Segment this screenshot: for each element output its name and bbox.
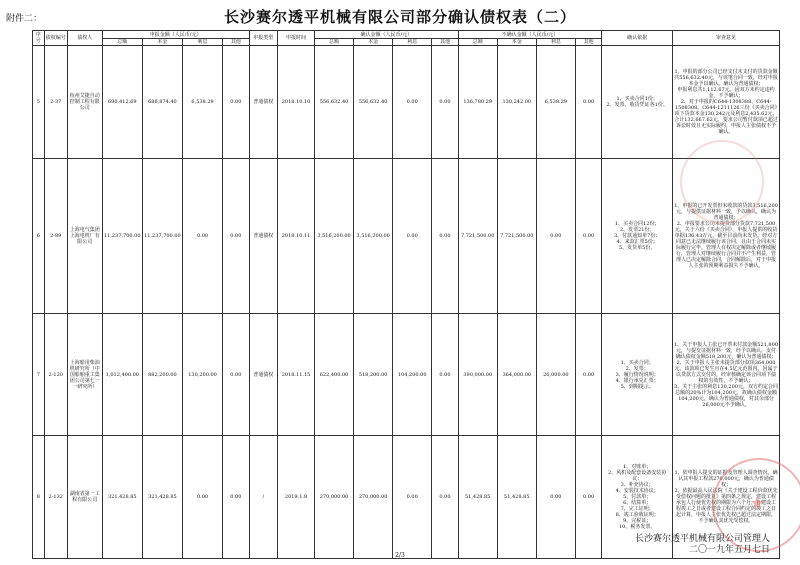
- header-confirmed-other: 其他: [432, 39, 458, 46]
- claims-table-body: [33, 46, 780, 559]
- cell-evidence: [602, 159, 673, 314]
- cell-declare-time: 2018.11.15: [278, 314, 315, 436]
- cell-seq: 6: [33, 159, 45, 314]
- cell-confirmed-other: 0.00: [432, 436, 458, 559]
- header-declare-time: 申报时间: [278, 31, 315, 46]
- cell-unconfirmed-total: 390,000.00: [458, 314, 497, 436]
- page-number: 2/3: [395, 552, 405, 559]
- cell-unconfirmed-principal: 7,721,500.00: [497, 159, 536, 314]
- cell-claim-no: 2-89: [44, 159, 67, 314]
- cell-confirmed-other: 0.00: [432, 46, 458, 159]
- evidence-item: 3、补充协议；: [620, 482, 654, 488]
- header-claim-no: 债权编号: [44, 31, 67, 46]
- cell-confirmed-other: 0.00: [432, 314, 458, 436]
- evidence-item: 3、付款通知单7份；: [614, 233, 661, 239]
- cell-unconfirmed-principal: 364,000.00: [497, 314, 536, 436]
- evidence-item: 2、发票、收货凭证各1份。: [606, 102, 668, 108]
- cell-unconfirmed-other: 0.00: [575, 436, 601, 559]
- evidence-item: 1、买卖合同1份；: [616, 96, 658, 102]
- header-claim-type: 申报类型: [249, 31, 278, 46]
- header-confirmed-interest: 利息: [393, 39, 432, 46]
- evidence-item: 1、买卖合同12份；: [614, 221, 660, 227]
- header-confirmed-group: 确认金额（人民币/元）: [315, 31, 459, 39]
- cell-unconfirmed-total: 136,780.29: [458, 46, 497, 159]
- opinion-paragraph: 申报利息共1,112.67元。因双方未约定违约金，不予确认；: [677, 87, 775, 99]
- opinion-paragraph: 1、申报的已开发票但未收款的货款3,516,200元，与提供证据材料一致，予以确认，确认为普通债权；: [674, 203, 778, 221]
- evidence-item: 4、来款汇票5份；: [616, 239, 658, 245]
- header-declared-group: 申报金额（人民币/元）: [102, 31, 249, 39]
- cell-unconfirmed-total: 7,721,500.00: [458, 159, 497, 314]
- header-unconfirmed-principal: 本金: [497, 39, 536, 46]
- header-unconfirmed-group: 不确认金额（人民币/元）: [458, 31, 602, 39]
- cell-unconfirmed-other: 0.00: [575, 46, 601, 159]
- cell-confirmed-interest: 0.00: [393, 46, 432, 159]
- evidence-item: 9、完税证；: [623, 518, 652, 524]
- cell-unconfirmed-total: 51,428.85: [458, 436, 497, 559]
- evidence-item: 2、发票；: [625, 365, 649, 372]
- cell-review-opinion: [673, 314, 780, 436]
- cell-claim-type: 普通债权: [249, 46, 278, 159]
- claims-table: [32, 30, 780, 559]
- header-evidence: 确认依据: [602, 31, 673, 46]
- cell-declared-principal: 882,200.00: [142, 314, 182, 436]
- cell-confirmed-interest: 0.00: [393, 436, 432, 559]
- cell-confirmed-principal: 518,200.00: [354, 314, 393, 436]
- cell-evidence: [602, 314, 673, 436]
- cell-unconfirmed-principal: 51,428.85: [497, 436, 536, 559]
- opinion-paragraph: 1、申报的部分公司已经支付未支付的货款金额共556,632.40元，与该笔合同一致，经对申报本金予以确认。确认为普通债权；: [674, 69, 778, 87]
- evidence-item: 4、安装技术协议；: [615, 488, 659, 494]
- cell-claim-type: /: [249, 436, 278, 559]
- table-row: [33, 314, 780, 436]
- cell-declared-interest: 0.00: [182, 159, 222, 314]
- cell-claim-no: 2-132: [44, 436, 67, 559]
- evidence-item: 2、风机及配套设备安装协议；: [608, 470, 667, 482]
- opinion-paragraph: 2、关于申报人主张未提货部分款项364,000元，该款项已发生且在4.5亿元范围内，因属于以贷款方式交付的，经审核确定该合同项下债权的有效性，不予确认；: [674, 359, 778, 384]
- evidence-item: 1、买卖合同；: [620, 359, 654, 366]
- page-title: 长沙赛尔透平机械有限公司部分确认债权表（二）: [223, 8, 576, 26]
- cell-declared-interest: 6,538.29: [182, 46, 222, 159]
- signer-name: 长沙赛尔透平机械有限公司管理人: [634, 534, 770, 544]
- evidence-item: 7、完工证明；: [620, 506, 654, 512]
- evidence-item: 8、竣工验收证明；: [615, 512, 659, 518]
- cell-confirmed-principal: 3,516,200.00: [354, 159, 393, 314]
- table-row: [33, 159, 780, 314]
- cell-unconfirmed-interest: 0.00: [536, 436, 575, 559]
- cell-confirmed-principal: 556,632.40: [354, 46, 393, 159]
- cell-declared-total: 11,237,700.00: [102, 159, 142, 314]
- opinion-paragraph: 1、依申报人提交的证据及管理人调查情况，确认其申报工程款270,000元，确认为普通债权；: [674, 470, 778, 488]
- cell-declare-time: 2018.10.10: [278, 46, 315, 159]
- cell-declared-other: 0.00: [223, 314, 249, 436]
- cell-confirmed-interest: 104,200.00: [393, 314, 432, 436]
- header-unconfirmed-other: 其他: [575, 39, 601, 46]
- evidence-item: 1、对账单；: [623, 464, 652, 470]
- header-unconfirmed-total: 总额: [458, 39, 497, 46]
- cell-declared-interest: 130,200.00: [182, 314, 222, 436]
- cell-claim-no: 2-120: [44, 314, 67, 436]
- evidence-item: 10、税务发票。: [619, 524, 656, 530]
- cell-claim-no: 2-37: [44, 46, 67, 159]
- cell-unconfirmed-interest: 26,000.00: [536, 314, 575, 436]
- header-row-1: [33, 31, 780, 39]
- cell-declared-interest: 0.00: [182, 436, 222, 559]
- cell-evidence: [602, 46, 673, 159]
- cell-declared-other: 0.00: [223, 46, 249, 159]
- cell-declared-total: 1,012,400.00: [102, 314, 142, 436]
- header-confirmed-principal: 本金: [354, 39, 393, 46]
- opinion-paragraph: 2、依据最高人民法院《关于建设工程价款优先受偿权问题的批复》第四条之规定，建设工程承包人行使优先权的期限为六个月，自建设工程竣工之日或者建设工程合同约定的竣工之日起计算，申报人主张优先权已超过法定期限，不予确认其优先受偿权。: [674, 488, 778, 524]
- cell-confirmed-other: 0.00: [432, 159, 458, 314]
- evidence-item: 5、付款单；: [623, 494, 652, 500]
- cell-seq: 8: [33, 436, 45, 559]
- header-review-opinion: 审查意见: [673, 31, 780, 46]
- cell-claim-type: 普通债权: [249, 159, 278, 314]
- cell-claim-type: 普通债权: [249, 314, 278, 436]
- cell-declared-principal: 11,237,700.00: [142, 159, 182, 314]
- cell-declare-time: 2018.10.11: [278, 159, 315, 314]
- cell-declared-other: 0.00: [223, 159, 249, 314]
- cell-creditor: 上海船用柴油机研究所（中国船舶重工集团公司第七一一研究所）: [67, 314, 102, 436]
- evidence-item: 4、银行承兑汇票；: [615, 377, 659, 384]
- cell-confirmed-total: 3,516,200.00: [315, 159, 354, 314]
- header-confirmed-total: 总额: [315, 39, 354, 46]
- cell-declared-other: 0.00: [223, 436, 249, 559]
- cell-unconfirmed-interest: 0.00: [536, 159, 575, 314]
- cell-declared-total: 690,412.69: [102, 46, 142, 159]
- sign-date: 二〇一九年五月七日: [688, 545, 770, 555]
- cell-unconfirmed-principal: 130,242.00: [497, 46, 536, 159]
- cell-seq: 7: [33, 314, 45, 436]
- opinion-paragraph: 1、关于申报人主张已开票未付款金额521,800元，与提交证据材料一致，经予以确认。支付确认债权金额518,200元，确认为普通债权；: [674, 341, 778, 360]
- header-creditor: 债权人: [67, 31, 102, 46]
- attachment-label: 附件二：: [6, 14, 43, 24]
- cell-creditor: 上海电气集团上海电机厂有限公司: [67, 159, 102, 314]
- evidence-item: 3、履行情况说明；: [615, 371, 659, 378]
- cell-confirmed-total: 556,632.40: [315, 46, 354, 159]
- evidence-item: 6、结算单；: [623, 500, 652, 506]
- cell-confirmed-interest: 0.00: [393, 159, 432, 314]
- header-declared-principal: 本金: [142, 39, 182, 46]
- seal-star-icon: ★: [749, 493, 766, 514]
- cell-confirmed-principal: 270,000.00: [354, 436, 393, 559]
- evidence-item: 5、发货单5份。: [619, 245, 656, 251]
- cell-declared-principal: 686,874.40: [142, 46, 182, 159]
- opinion-paragraph: 3、关于主张的利息130,200元，双方约定合同总额的20%计为104,200元，故确认债权金额104,200元，确认为普通债权，对其余部分26,000元不予确认。: [674, 383, 778, 408]
- header-declared-total: 总额: [102, 39, 142, 46]
- cell-seq: 5: [33, 46, 45, 159]
- cell-confirmed-total: 622,400.00: [315, 314, 354, 436]
- cell-declare-time: 2019.1.8: [278, 436, 315, 559]
- evidence-item: 2、发票21份；: [619, 227, 655, 233]
- cell-creditor: 湖南省第一工程有限公司: [67, 436, 102, 559]
- header-unconfirmed-interest: 利息: [536, 39, 575, 46]
- header-declared-other: 其他: [223, 39, 249, 46]
- header-seq: 序号: [33, 31, 45, 46]
- cell-creditor: 杭州艾捷自动控制工程有限公司: [67, 46, 102, 159]
- opinion-paragraph: 2、申报要求公司未提货部分货款7,721,500元，关于六份《买卖合同》，申报人提供的收货单据136.43万元，截至目前尚未发货。经对方同意已无法继续履行该合同，且由于合同未实际履行完毕，管理人有权决定解除或者继续履行，管理人对继续履行合同并不产生利益，管理人已决定解除合同，合同解除后，对于申报人主张的预期利益损失不予确认。: [674, 221, 778, 269]
- opinion-paragraph: 2、对于申报的C644-1308388、C644-1508308、C644-1211126三份《买卖合同》项下货款本金130,242元及利息2,435.62元，合计132,667.62元，要求公司暂付款项已超过诉讼时效且无实际履约，申报人主张债权不予确认。: [674, 99, 778, 135]
- table-row: [33, 46, 780, 159]
- cell-confirmed-total: 270,000.00: [315, 436, 354, 559]
- cell-declared-total: 321,428.85: [102, 436, 142, 559]
- cell-declared-principal: 321,428.85: [142, 436, 182, 559]
- official-seal-faint: [680, 140, 764, 224]
- cell-unconfirmed-other: 0.00: [575, 314, 601, 436]
- cell-unconfirmed-other: 0.00: [575, 159, 601, 314]
- header-declared-interest: 利息: [182, 39, 222, 46]
- evidence-item: 5、到期提示。: [620, 383, 654, 390]
- cell-unconfirmed-interest: 6,538.29: [536, 46, 575, 159]
